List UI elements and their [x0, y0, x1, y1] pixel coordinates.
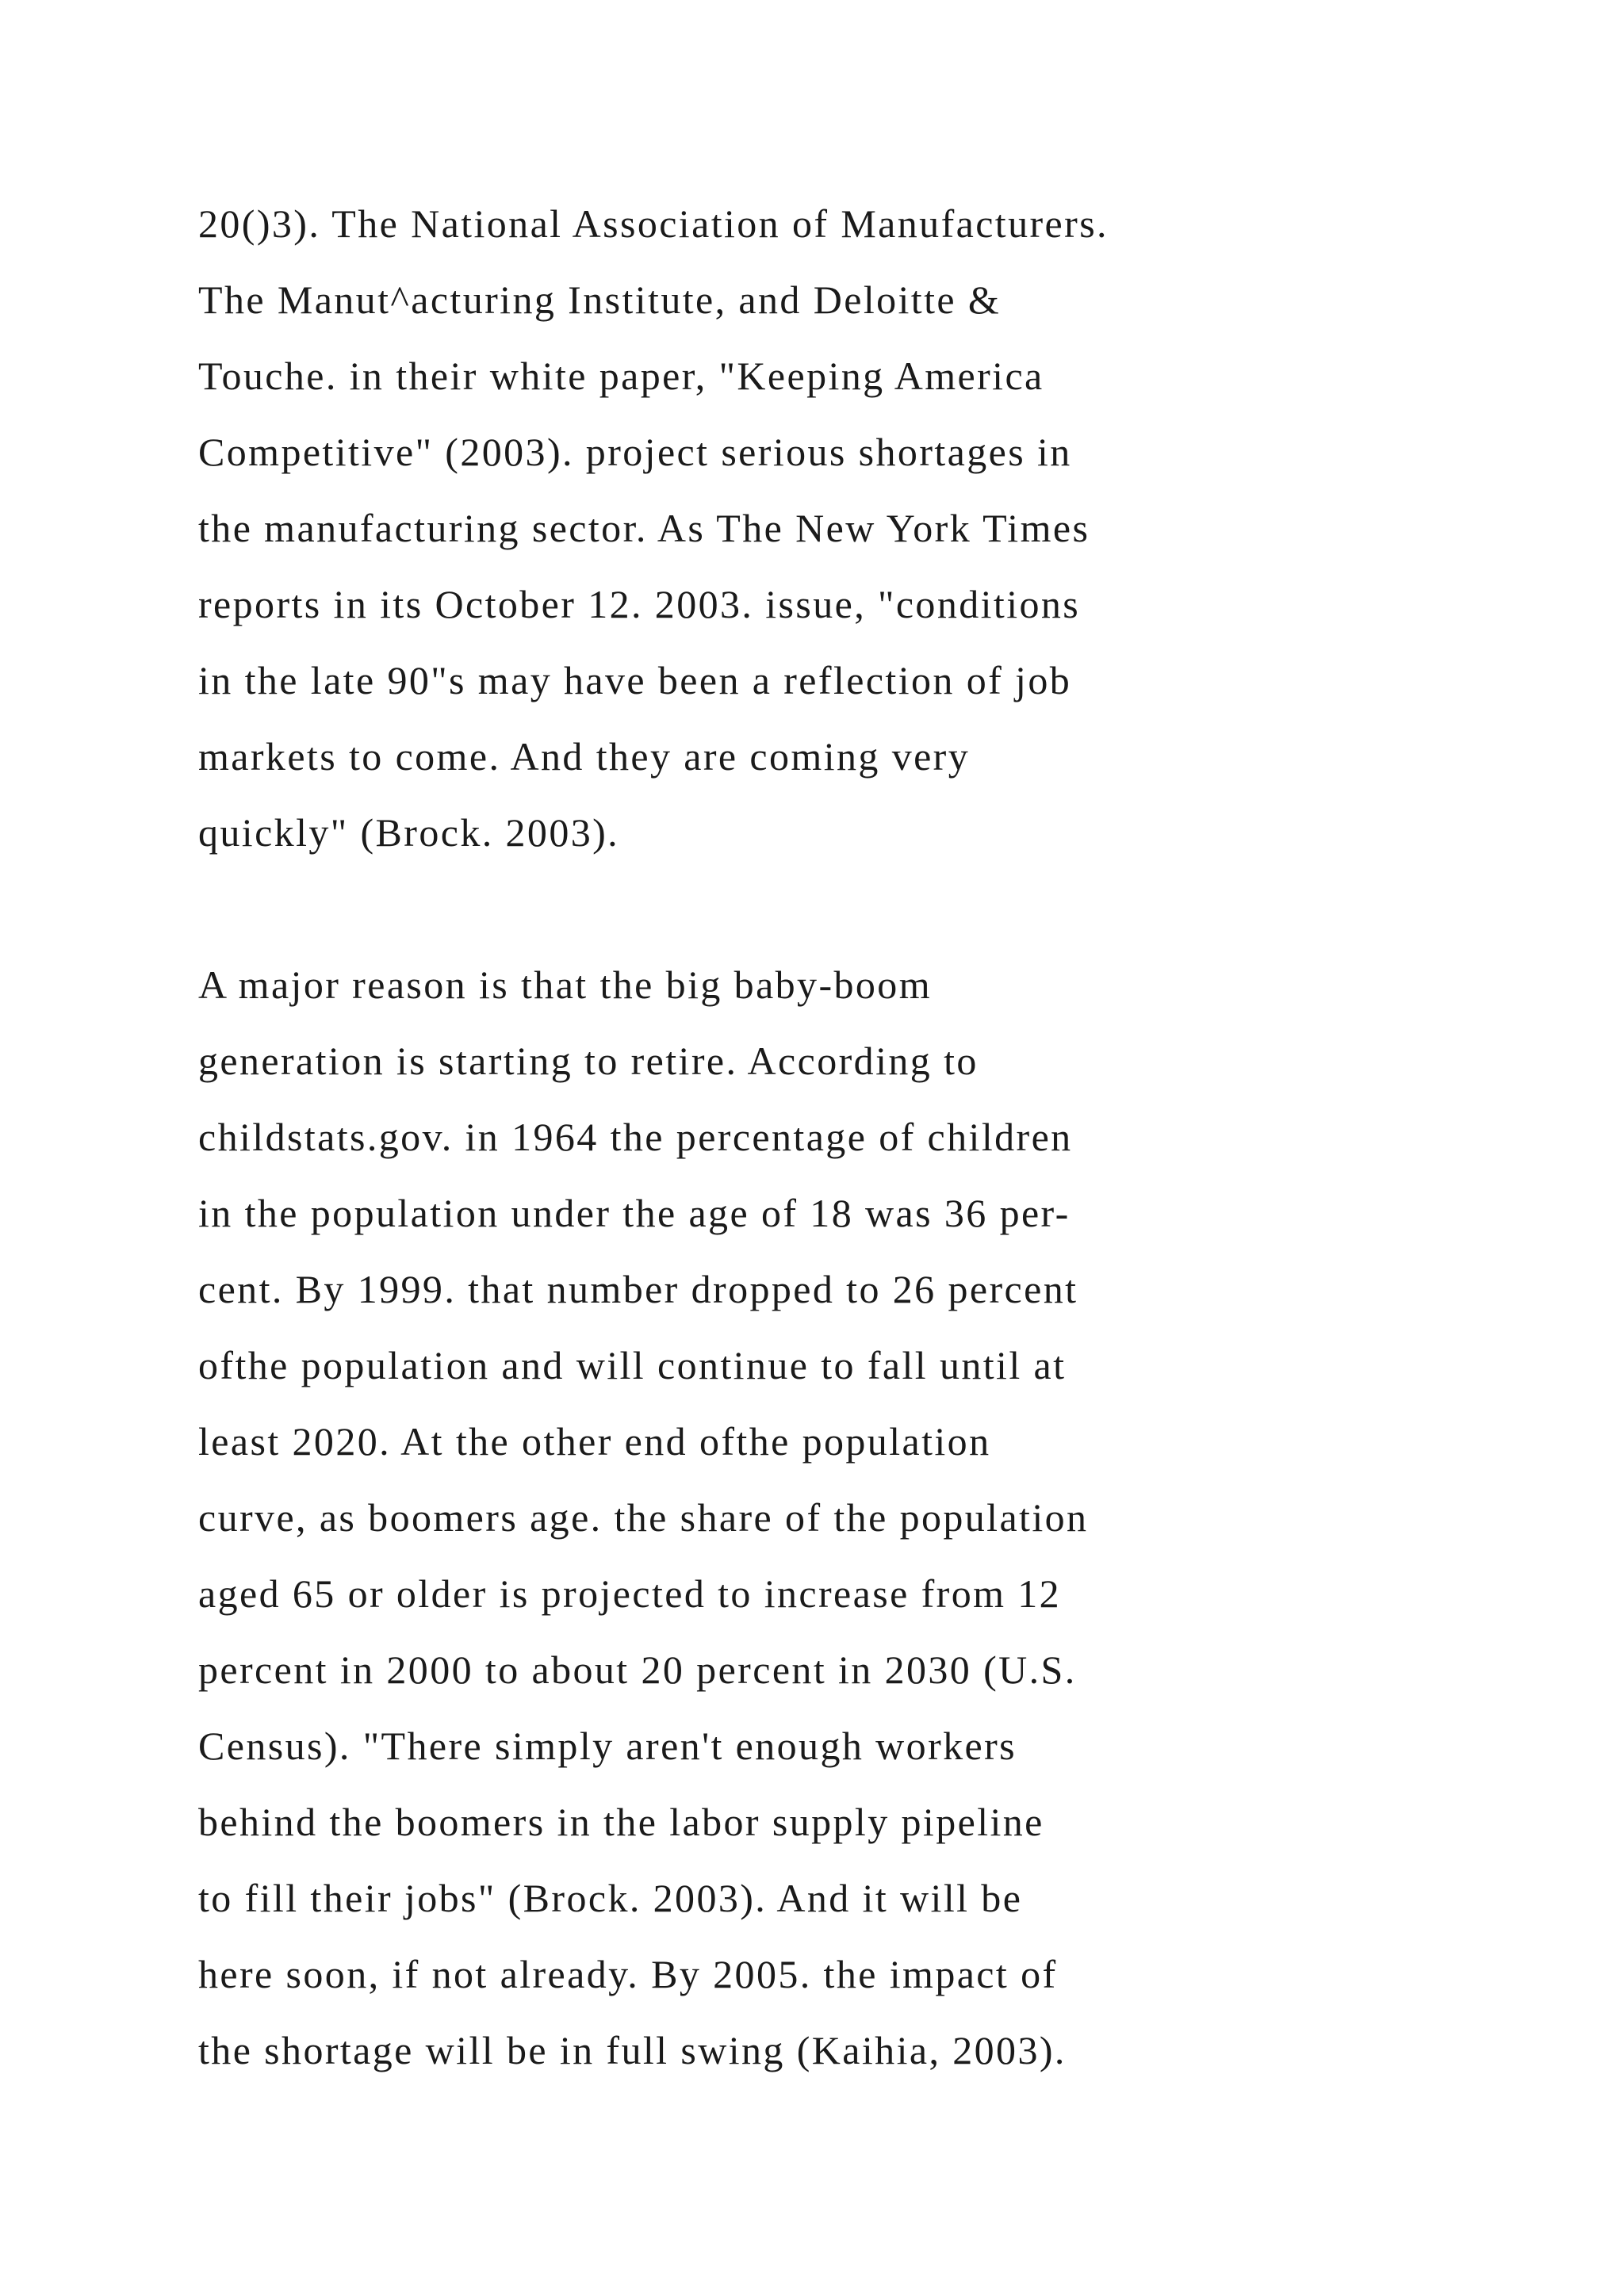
text-line: A major reason is that the big baby-boom [198, 962, 933, 1007]
text-line: Competitive" (2003). project serious shortages in [198, 430, 1072, 474]
paragraph-1 [198, 197, 1467, 882]
text-line: here soon, if not already. By 2005. the impact of [198, 1952, 1058, 1996]
text-line: markets to come. And they are coming very [198, 734, 971, 779]
text-line: percent in 2000 to about 20 percent in 2030 (U.S. [198, 1647, 1077, 1692]
text-line: aged 65 or older is projected to increase from 12 [198, 1571, 1062, 1616]
text-line: the shortage will be in full swing (Kaihia, 2003). [198, 2028, 1067, 2072]
text-line: to fill their jobs" (Brock. 2003). And it will be [198, 1876, 1023, 1920]
text-line: least 2020. At the other end ofthe population [198, 1419, 991, 1464]
text-line: behind the boomers in the labor supply pipeline [198, 1800, 1044, 1844]
text-line: the manufacturing sector. As The New York Times [198, 506, 1090, 550]
text-line: Touche. in their white paper, "Keeping America [198, 354, 1044, 398]
text-line: quickly" (Brock. 2003). [198, 810, 620, 855]
text-line: in the late 90"s may have been a reflection of job [198, 658, 1072, 702]
text-line: cent. By 1999. that number dropped to 26 percent [198, 1267, 1078, 1311]
text-line: in the population under the age of 18 was 36 per- [198, 1191, 1071, 1235]
text-line: generation is starting to retire. According to [198, 1039, 979, 1083]
text-line: reports in its October 12. 2003. issue, "conditions [198, 582, 1081, 626]
text-line: The Manut^acturing Institute, and Deloitte & [198, 277, 1002, 322]
text-line: childstats.gov. in 1964 the percentage of children [198, 1115, 1073, 1159]
paragraph-2 [198, 958, 1467, 2099]
text-line: curve, as boomers age. the share of the population [198, 1495, 1089, 1540]
text-line: ofthe population and will continue to fall until at [198, 1343, 1067, 1387]
text-line: 20()3). The National Association of Manufacturers. [198, 201, 1109, 246]
text-line: Census). "There simply aren't enough workers [198, 1724, 1017, 1768]
